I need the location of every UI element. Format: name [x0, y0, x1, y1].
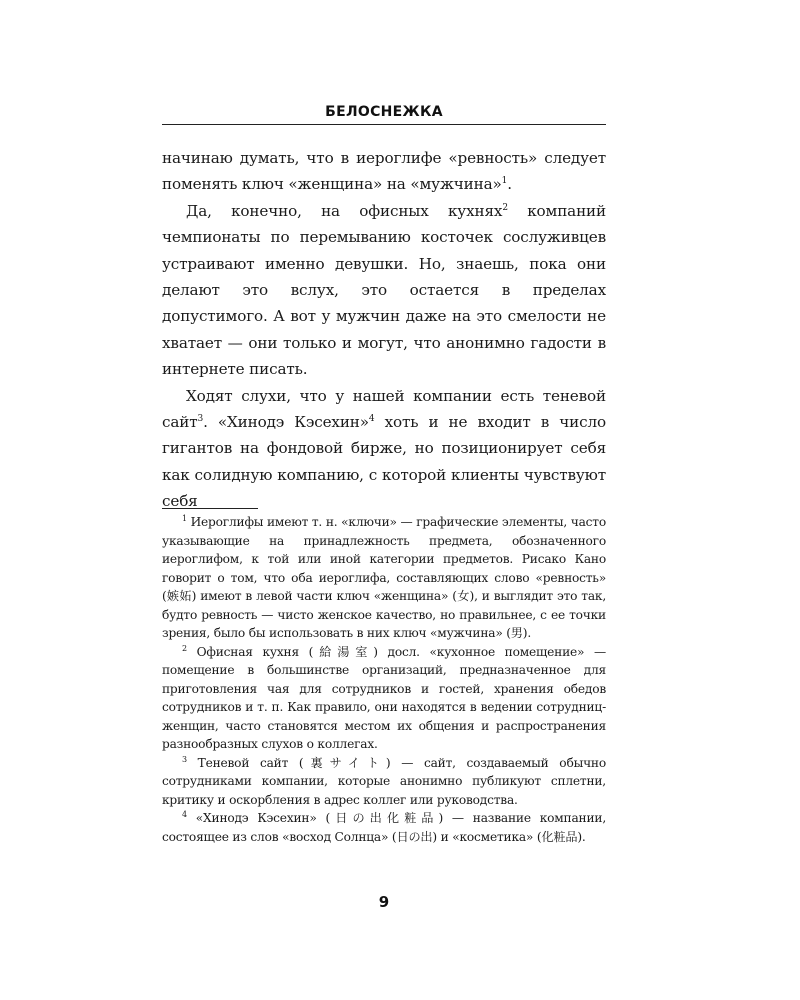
paragraph-1-text: начинаю думать, что в иероглифе «ревность» следует поменять ключ «женщина» на «мужчина» [162, 149, 606, 194]
footnote-ref-3[interactable]: 3 [197, 414, 204, 424]
paragraph-2-text-b: компаний чемпионаты по перемыванию косточек сослуживцев устраивают именно девушки. Но, знаешь, пока они делают это вслух, это остается в пределах допустимого. А вот у мужчин даже на это смелости не хватает — они только и могут, что анонимно гадости в интернете писать. [162, 201, 606, 379]
paragraph-1-tail: . [507, 175, 512, 194]
footnote-3-mark: 3 [182, 754, 187, 764]
header-rule [162, 124, 606, 125]
footnotes [162, 513, 606, 846]
footnote-4-text: «Хинодэ Кэсехин» (日の出化粧品) — название компании, состоящее из слов «восход Солнца» (日の出) и «косметика» (化粧品). [162, 811, 606, 844]
footnote-4-mark: 4 [182, 809, 187, 819]
footnote-4 [162, 809, 606, 846]
footnote-1-text: Иероглифы имеют т. н. «ключи» — графические элементы, часто указывающие на принадлежность предмета, обозначенного иероглифом, к той или иной категории предметов. Рисако Кано говорит о том, что оба иероглифа, составляющих слово «ревность» (嫉妬) имеют в левой части ключ «женщина» (女), и выглядит это так, будто ревность — чисто женское качество, но правильнее, с ее точки зрения, было бы использовать в них ключ «мужчина» (男). [162, 515, 606, 640]
footnote-ref-2[interactable]: 2 [502, 202, 508, 213]
footnote-2-mark: 2 [182, 643, 187, 653]
paragraph-2 [162, 198, 606, 383]
footnote-ref-1[interactable]: 1 [501, 176, 508, 187]
footnote-1-mark: 1 [182, 513, 187, 523]
page-number: 9 [378, 893, 390, 911]
paragraph-3 [162, 383, 606, 515]
paragraph-1 [162, 145, 606, 198]
footnote-2-text: Офисная кухня (給湯室) досл. «кухонное помещение» — помещение в большинстве организаций, предназначенное для приготовления чая для сотрудников и гостей, хранения обедов сотрудников и т. п. Как правило, они находятся в ведении сотрудниц-женщин, часто становятся местом их общения и распространения разнообразных слухов о коллегах. [162, 644, 606, 751]
paragraph-3-text-a: Ходят слухи, что у нашей компании есть теневой сайт [162, 386, 606, 432]
footnote-ref-4[interactable]: 4 [368, 414, 375, 424]
footnote-1 [162, 513, 606, 643]
footnote-2 [162, 643, 606, 754]
footnote-separator [162, 508, 258, 509]
running-head: БЕЛОСНЕЖКА [325, 104, 443, 120]
paragraph-3-text-b: . «Хинодэ Кэсехин» [203, 413, 369, 432]
footnote-3 [162, 754, 606, 810]
paragraph-2-text-a: Да, конечно, на офисных кухнях [186, 201, 503, 220]
footnote-3-text: Теневой сайт (裏サイト) — сайт, создаваемый обычно сотрудниками компании, которые анонимно публикуют сплетни, критику и оскорбления в адрес коллег или руководства. [162, 755, 606, 807]
paragraph-3-text-c: хоть и не входит в число гигантов на фондовой бирже, но позиционирует себя как солидную компанию, с которой клиенты чувствуют себя [162, 413, 606, 511]
main-text [162, 145, 606, 515]
